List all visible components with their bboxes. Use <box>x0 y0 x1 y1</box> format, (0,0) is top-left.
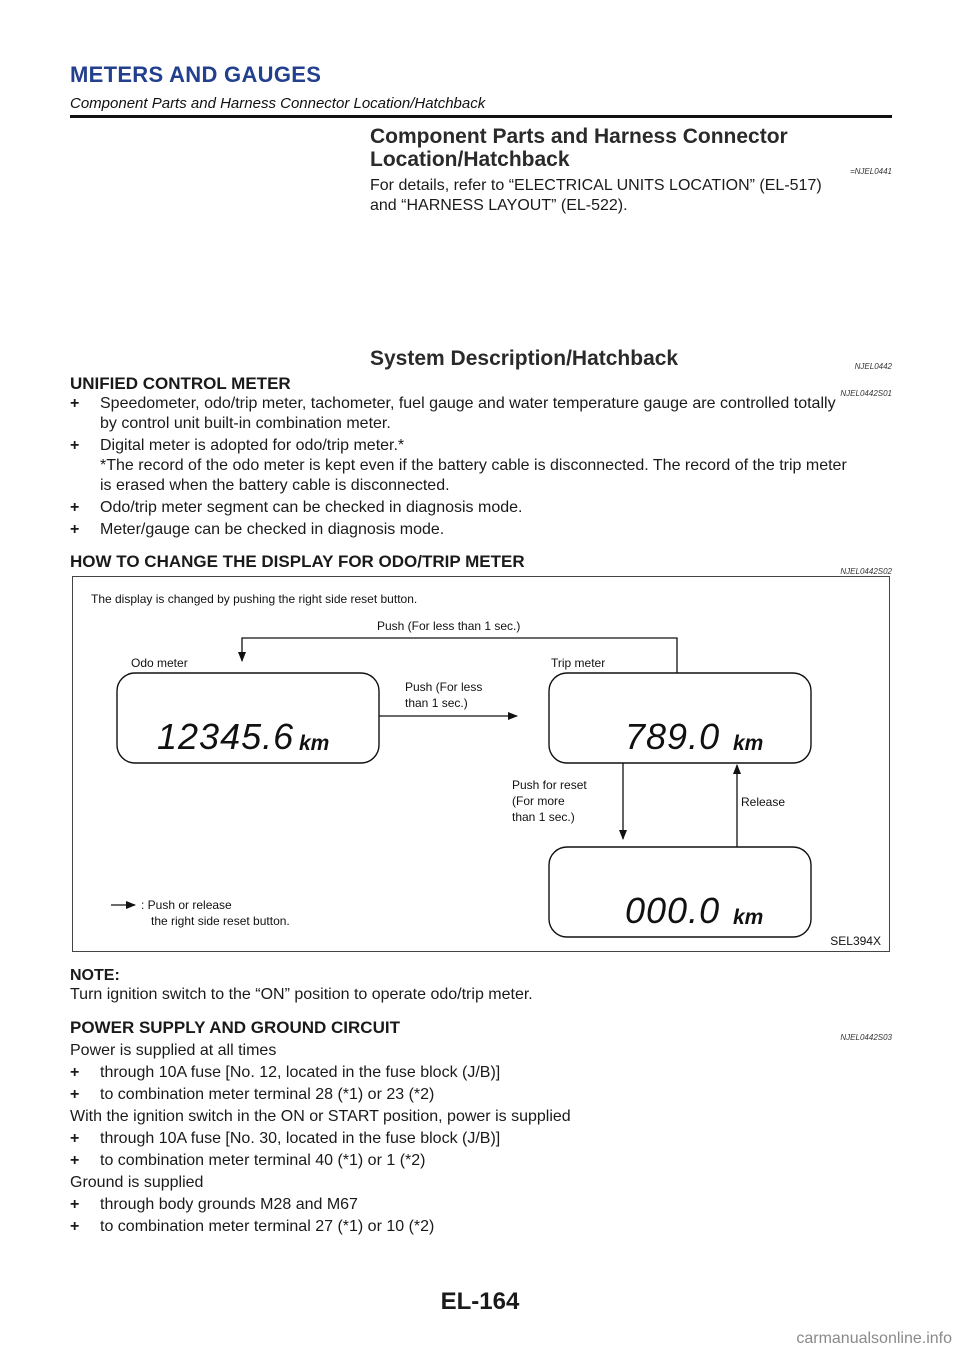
bullet-text: through body grounds M28 and M67 <box>100 1196 358 1213</box>
legend-text: : Push or release <box>141 898 232 912</box>
bullet-mark: + <box>70 1130 80 1147</box>
push-reset-label: (For more <box>512 794 565 808</box>
bullet-mark: + <box>70 1152 80 1169</box>
bullet-mark: + <box>70 1086 80 1103</box>
odo-meter-value: 12345.6 <box>157 716 295 757</box>
power-paragraph: Ground is supplied <box>70 1174 204 1191</box>
bullet-item <box>70 1195 900 1215</box>
bullet-text: is erased when the battery cable is disconnected. <box>100 477 450 494</box>
figure-diagram <box>73 577 889 951</box>
bullet-mark: + <box>70 1064 80 1081</box>
bullet-text: to combination meter terminal 40 (*1) or 1 (*2) <box>100 1152 426 1169</box>
bullet-item <box>70 1151 900 1171</box>
bullet-text: to combination meter terminal 27 (*1) or 10 (*2) <box>100 1218 435 1235</box>
section1-body-line1: For details, refer to “ELECTRICAL UNITS LOCATION” (EL-517) <box>370 177 822 194</box>
section-code: NJEL0442 <box>854 362 892 371</box>
bullet-text: *The record of the odo meter is kept even if the battery cable is disconnected. The record of the trip meter <box>100 457 847 474</box>
bullet-item <box>70 520 900 540</box>
bullet-mark: + <box>70 1196 80 1213</box>
reset-meter-value: 000.0 <box>625 890 721 931</box>
page-number: EL-164 <box>440 1288 520 1315</box>
bullet-item <box>70 1063 900 1083</box>
bullet-text: by control unit built-in combination meter. <box>100 415 391 432</box>
bullet-text: to combination meter terminal 28 (*1) or 23 (*2) <box>100 1086 435 1103</box>
power-paragraph: With the ignition switch in the ON or START position, power is supplied <box>70 1108 571 1125</box>
bullet-text: Speedometer, odo/trip meter, tachometer, fuel gauge and water temperature gauge are controlled totally <box>100 395 836 412</box>
release-label: Release <box>741 795 786 809</box>
header-subtitle: Component Parts and Harness Connector Location/Hatchback <box>70 95 486 112</box>
subheading-code: NJEL0442S03 <box>840 1033 892 1042</box>
bullet-item <box>70 394 900 434</box>
bullet-item <box>70 1217 900 1237</box>
bullet-item <box>70 498 900 518</box>
subheading-unified-control-meter: UNIFIED CONTROL METER <box>70 374 291 393</box>
header-rule <box>70 115 892 118</box>
bullet-text: through 10A fuse [No. 12, located in the fuse block (J/B)] <box>100 1064 501 1081</box>
push-top-label: Push (For less than 1 sec.) <box>377 619 521 633</box>
section-title-component-parts-line2: Location/Hatchback <box>370 148 570 171</box>
push-mid-label: than 1 sec.) <box>405 696 468 710</box>
note-label: NOTE: <box>70 967 120 984</box>
subheading-code: NJEL0442S02 <box>840 567 892 576</box>
push-reset-label: Push for reset <box>512 778 587 792</box>
header-title: METERS AND GAUGES <box>70 62 322 87</box>
subheading-power-supply: POWER SUPPLY AND GROUND CIRCUIT <box>70 1018 400 1037</box>
bullet-text: Digital meter is adopted for odo/trip meter.* <box>100 437 405 454</box>
bullet-item <box>70 1129 900 1149</box>
odo-meter-unit: km <box>299 732 330 755</box>
watermark[interactable]: carmanualsonline.info <box>796 1330 952 1347</box>
bullet-item <box>70 1085 900 1105</box>
power-paragraph: Power is supplied at all times <box>70 1042 277 1059</box>
bullet-item <box>70 436 900 496</box>
bullet-mark: + <box>70 437 80 454</box>
odo-meter-label: Odo meter <box>131 656 188 670</box>
push-loop-arrow <box>242 638 677 673</box>
note-text: Turn ignition switch to the “ON” position to operate odo/trip meter. <box>70 986 533 1003</box>
trip-meter-label: Trip meter <box>551 656 606 670</box>
bullet-mark: + <box>70 395 80 412</box>
legend-text: the right side reset button. <box>151 914 290 928</box>
section-code: =NJEL0441 <box>849 167 892 176</box>
bullet-text: Meter/gauge can be checked in diagnosis mode. <box>100 521 445 538</box>
trip-meter-unit: km <box>733 732 764 755</box>
section1-body-line2: and “HARNESS LAYOUT” (EL-522). <box>370 197 628 214</box>
figure-caption: The display is changed by pushing the right side reset button. <box>91 592 418 606</box>
subheading-code: NJEL0442S01 <box>840 389 892 398</box>
push-reset-label: than 1 sec.) <box>512 810 575 824</box>
figure-code: SEL394X <box>830 934 881 948</box>
bullet-mark: + <box>70 521 80 538</box>
bullet-text: Odo/trip meter segment can be checked in diagnosis mode. <box>100 499 523 516</box>
trip-meter-value: 789.0 <box>625 716 721 757</box>
subheading-how-to-change-display: HOW TO CHANGE THE DISPLAY FOR ODO/TRIP METER <box>70 552 525 571</box>
odo-trip-meter-figure <box>72 576 890 952</box>
bullet-text: through 10A fuse [No. 30, located in the fuse block (J/B)] <box>100 1130 501 1147</box>
section-title-component-parts-line1: Component Parts and Harness Connector <box>370 125 788 148</box>
bullet-mark: + <box>70 499 80 516</box>
section-title-system-description: System Description/Hatchback <box>370 347 679 370</box>
push-mid-label: Push (For less <box>405 680 483 694</box>
bullet-mark: + <box>70 1218 80 1235</box>
reset-meter-unit: km <box>733 906 764 929</box>
